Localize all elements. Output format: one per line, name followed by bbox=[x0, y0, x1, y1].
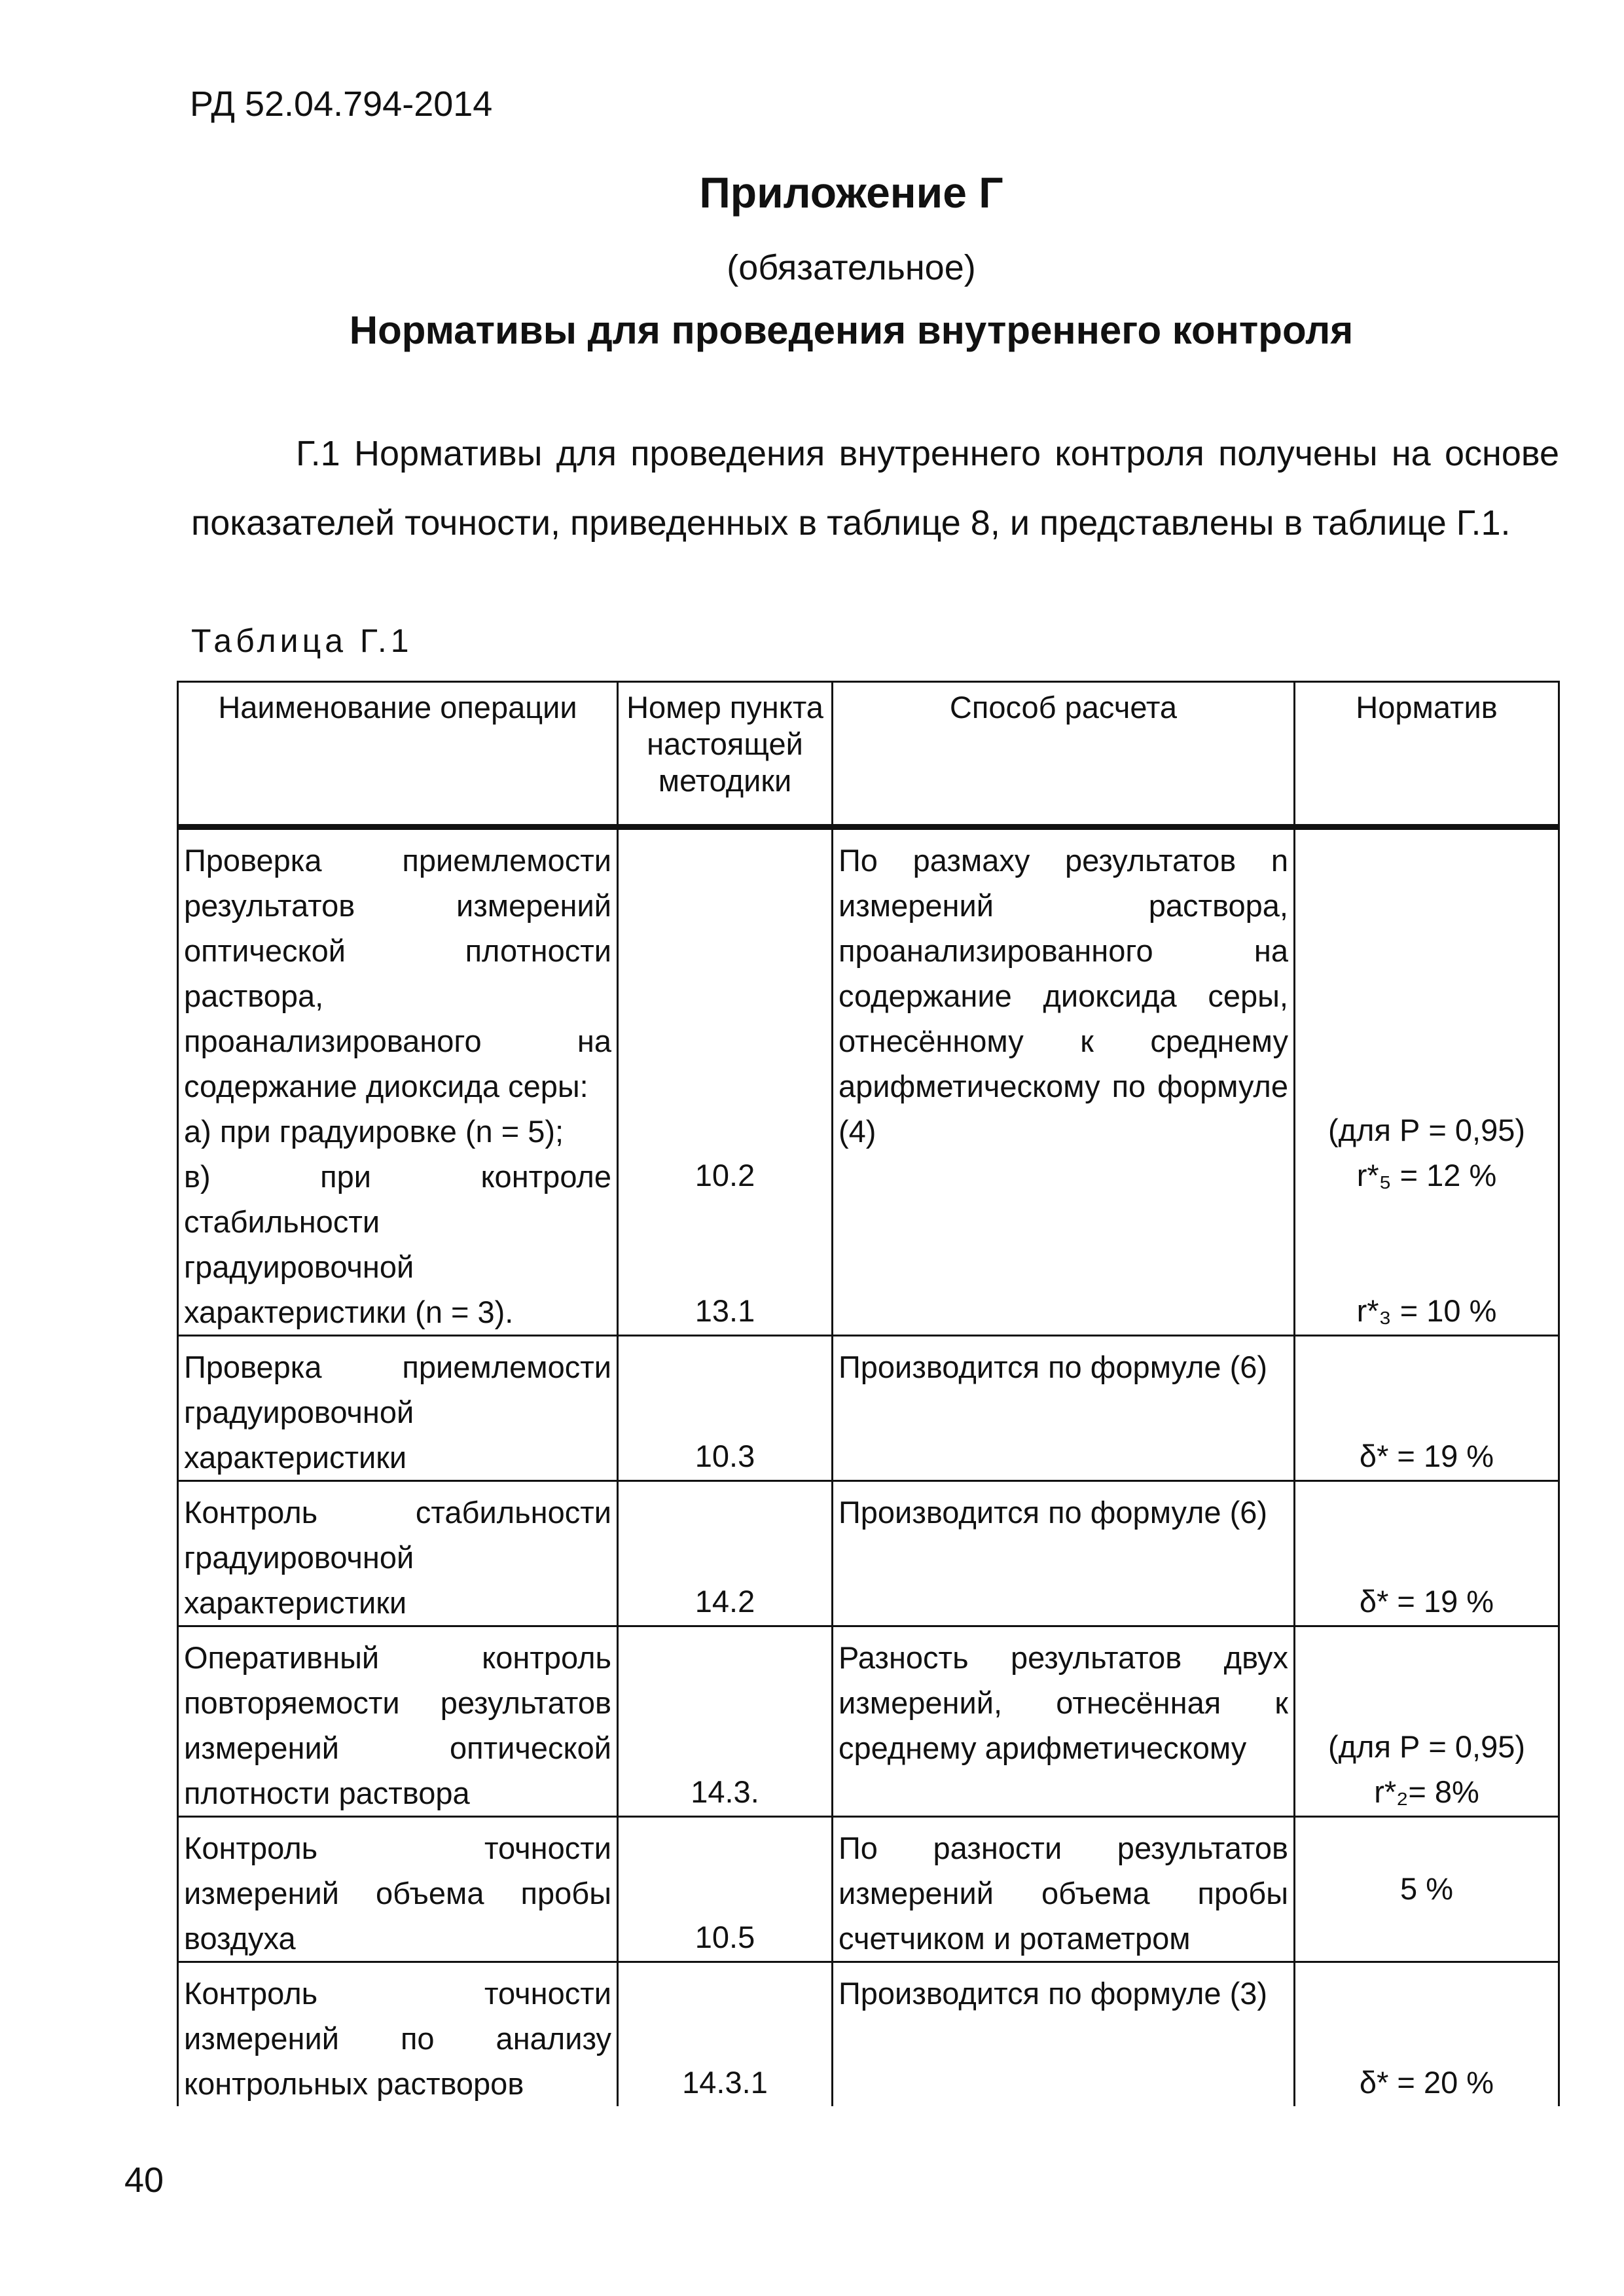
calculation-method-text: Разность результатов двух измерений, отнесённая к среднему арифметическому bbox=[839, 1640, 1288, 1765]
norms-table bbox=[177, 681, 1560, 2106]
operation-name-text: Контроль точности измерений по анализу контрольных растворов bbox=[184, 1976, 611, 2101]
table-row bbox=[178, 1336, 1559, 1481]
item-number: 14.3. bbox=[691, 1774, 759, 1809]
calculation-method-cell bbox=[833, 1626, 1295, 1817]
norm-cell bbox=[1295, 1817, 1559, 1962]
norm-text: r*₃ = 10 % bbox=[1356, 1293, 1497, 1328]
norm-cell bbox=[1295, 1336, 1559, 1481]
norm-cell bbox=[1295, 1481, 1559, 1626]
calculation-method-cell bbox=[833, 1336, 1295, 1481]
item-number: 13.1 bbox=[695, 1293, 755, 1328]
operation-name-cell bbox=[178, 1962, 618, 2107]
page-number: 40 bbox=[124, 2161, 164, 2200]
operation-name-text: в) при контроле стабильности градуировочной характеристики (n = 3). bbox=[184, 1159, 611, 1329]
operation-name-cell bbox=[178, 1336, 618, 1481]
header-item-number: Номер пункта настоящей методики bbox=[618, 682, 833, 827]
norm-text: r*₂= 8% bbox=[1374, 1774, 1479, 1809]
header-calculation-method: Способ расчета bbox=[833, 682, 1295, 827]
calculation-method-text: По размаху результатов n измерений раствора, проанализированного на содержание диоксида серы, отнесённому к среднему арифметическому по формуле (4) bbox=[839, 843, 1288, 1149]
calculation-method-text: Производится по формуле (6) bbox=[839, 1350, 1268, 1384]
norm-text: (для Р = 0,95) bbox=[1327, 1729, 1526, 1764]
norm-text: r*₅ = 12 % bbox=[1356, 1158, 1497, 1193]
norm-cell bbox=[1295, 1626, 1559, 1817]
norm-text: 5 % bbox=[1400, 1871, 1453, 1906]
table-caption: Таблица Г.1 bbox=[191, 622, 413, 659]
operation-name-cell bbox=[178, 1817, 618, 1962]
intro-paragraph: Г.1 Нормативы для проведения внутреннего контроля получены на основе показателей точности, приведенных в таблице 8, и представлены в таблице Г.1. bbox=[191, 434, 1559, 543]
item-number-cell bbox=[618, 827, 833, 1336]
operation-name-text: Контроль точности измерений объема пробы воздуха bbox=[184, 1831, 611, 1956]
operation-name-cell bbox=[178, 1481, 618, 1626]
header-operation-name: Наименование операции bbox=[178, 682, 618, 827]
appendix-status: (обязательное) bbox=[727, 248, 976, 287]
operation-name-text: Оперативный контроль повторяемости результатов измерений оптической плотности раствора bbox=[184, 1640, 611, 1810]
table-row bbox=[178, 1962, 1559, 2107]
calculation-method-text: По разности результатов измерений объема пробы счетчиком и ротаметром bbox=[839, 1831, 1288, 1956]
calculation-method-cell bbox=[833, 827, 1295, 1336]
operation-name-cell bbox=[178, 827, 618, 1336]
operation-name-text: а) при градуировке (n = 5); bbox=[184, 1114, 564, 1149]
item-number-cell bbox=[618, 1481, 833, 1626]
item-number-cell bbox=[618, 1336, 833, 1481]
norm-text: δ* = 19 % bbox=[1359, 1439, 1494, 1473]
item-number: 10.2 bbox=[695, 1158, 755, 1193]
calculation-method-cell bbox=[833, 1962, 1295, 2107]
norm-cell bbox=[1295, 1962, 1559, 2107]
norm-text: δ* = 19 % bbox=[1359, 1584, 1494, 1619]
item-number: 10.3 bbox=[695, 1439, 755, 1473]
item-number-cell bbox=[618, 1962, 833, 2107]
table-row bbox=[178, 827, 1559, 1336]
item-number: 14.3.1 bbox=[682, 2065, 768, 2100]
item-number-cell bbox=[618, 1626, 833, 1817]
appendix-title: Приложение Г bbox=[699, 168, 1003, 217]
calculation-method-text: Производится по формуле (6) bbox=[839, 1495, 1268, 1530]
table-row bbox=[178, 1481, 1559, 1626]
operation-name-text: Контроль стабильности градуировочной характеристики bbox=[184, 1495, 611, 1620]
norm-cell bbox=[1295, 827, 1559, 1336]
table-header-row bbox=[178, 682, 1559, 827]
item-number: 14.2 bbox=[695, 1584, 755, 1619]
table-row bbox=[178, 1626, 1559, 1817]
calculation-method-cell bbox=[833, 1817, 1295, 1962]
norm-text: (для Р = 0,95) bbox=[1327, 1113, 1526, 1147]
table-row bbox=[178, 1817, 1559, 1962]
section-title: Нормативы для проведения внутреннего контроля bbox=[349, 308, 1354, 352]
item-number: 10.5 bbox=[695, 1920, 755, 1954]
header-norm: Норматив bbox=[1295, 682, 1559, 827]
calculation-method-text: Производится по формуле (3) bbox=[839, 1976, 1268, 2011]
calculation-method-cell bbox=[833, 1481, 1295, 1626]
norm-text: δ* = 20 % bbox=[1359, 2065, 1494, 2100]
operation-name-text: Проверка приемлемости результатов измерений оптической плотности раствора, проанализированого на содержание диоксида серы: bbox=[184, 843, 611, 1103]
operation-name-cell bbox=[178, 1626, 618, 1817]
document-code: РД 52.04.794-2014 bbox=[190, 84, 493, 124]
operation-name-text: Проверка приемлемости градуировочной характеристики bbox=[184, 1350, 611, 1475]
item-number-cell bbox=[618, 1817, 833, 1962]
